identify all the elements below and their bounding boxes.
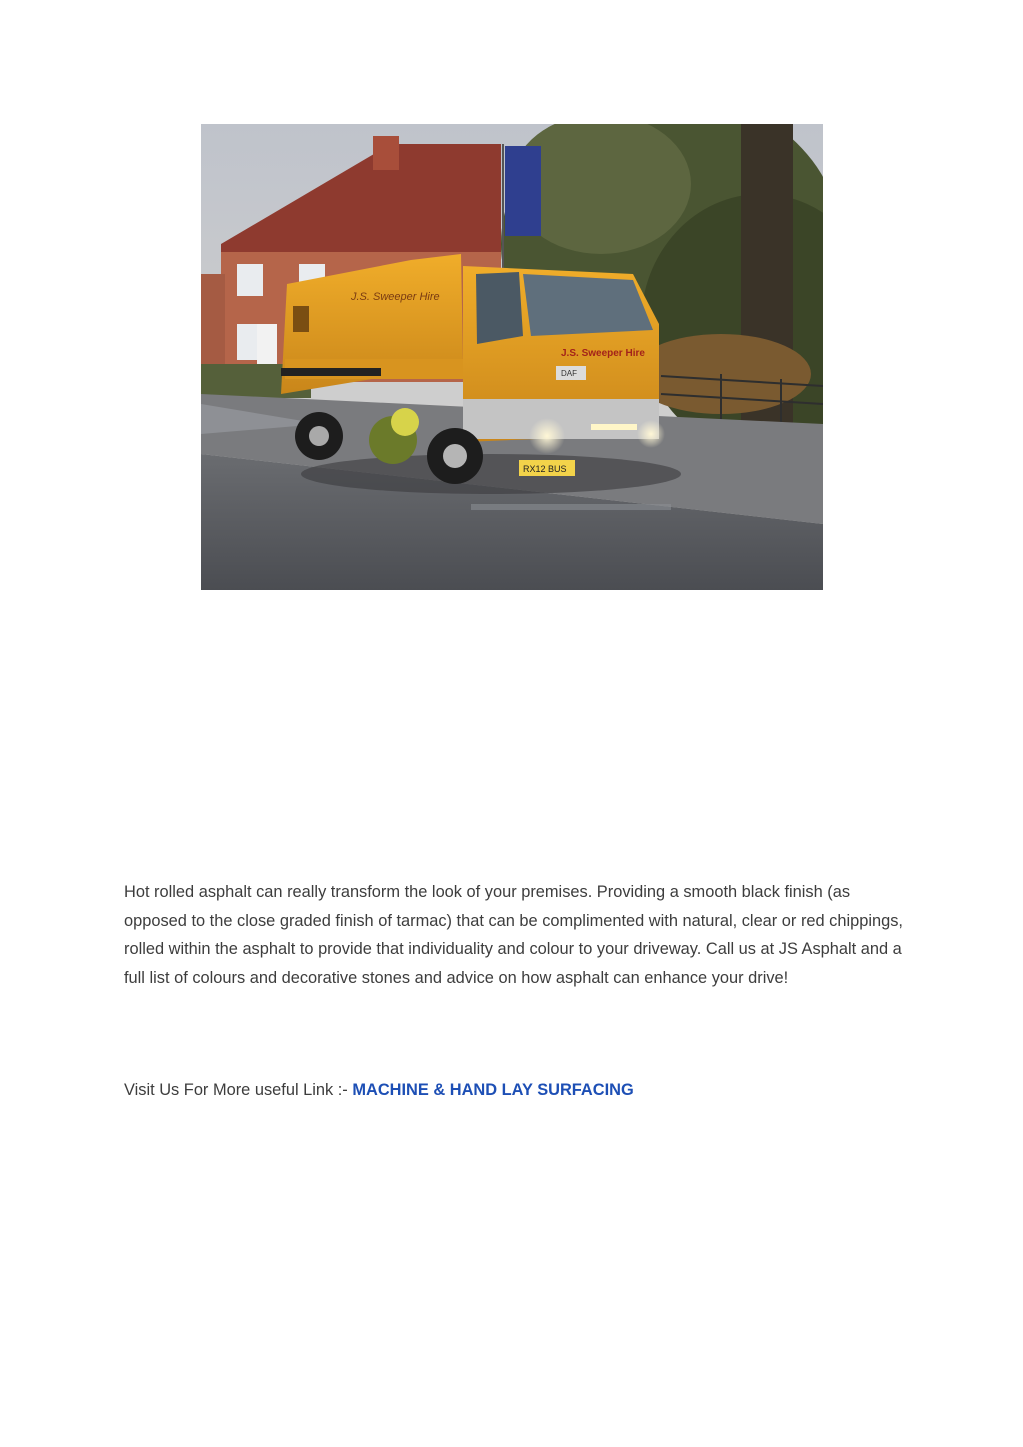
- svg-text:DAF: DAF: [561, 369, 577, 378]
- more-links-line: [124, 1076, 904, 1105]
- machine-hand-lay-surfacing-link[interactable]: MACHINE & HAND LAY SURFACING: [352, 1081, 634, 1099]
- svg-text:J.S. Sweeper Hire: J.S. Sweeper Hire: [351, 291, 440, 303]
- sweeper-truck-photo: [201, 124, 823, 590]
- article-paragraph: Hot rolled asphalt can really transform the look of your premises. Providing a smooth black finish (as opposed to the close graded finish of tarmac) that can be complimented with natural, clear or red chippings, rolled within the asphalt to provide that individuality and colour to your driveway. Call us at JS Asphalt and a full list of colours and decorative stones and advice on how asphalt can enhance your drive!: [124, 883, 903, 987]
- link-prefix: Visit Us For More useful Link :-: [124, 1081, 353, 1099]
- svg-text:J.S. Sweeper Hire: J.S. Sweeper Hire: [561, 348, 645, 359]
- svg-text:RX12 BUS: RX12 BUS: [523, 464, 567, 474]
- sweeper-truck-illustration: [201, 124, 823, 590]
